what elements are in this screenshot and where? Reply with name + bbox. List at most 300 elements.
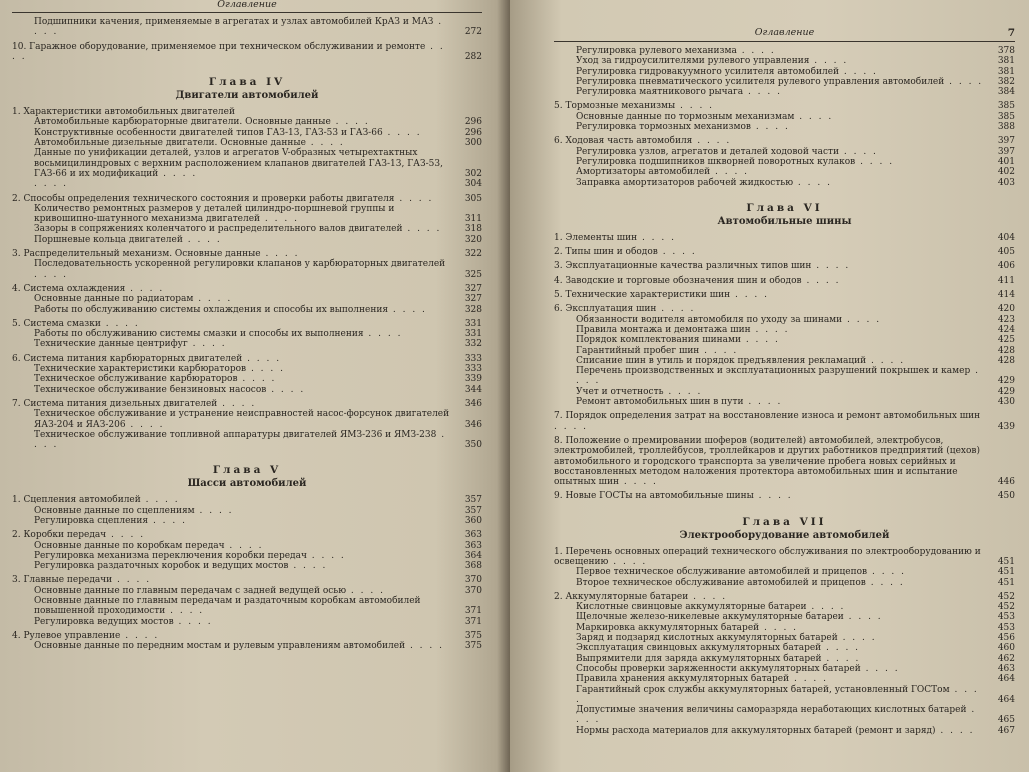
toc-chapters bbox=[12, 76, 482, 651]
chapter-title: Шасси автомобилей bbox=[187, 478, 307, 490]
dot-leader: . . . . bbox=[688, 591, 728, 602]
dot-leader: . . . . bbox=[363, 329, 403, 340]
dot-leader: . . . . bbox=[306, 550, 346, 561]
toc-subsection bbox=[12, 179, 482, 189]
toc-entry-title: Регулировка гидровакуумного усилителя автомобилей . . . . bbox=[576, 66, 878, 77]
toc-entry-title: 4. Заводские и торговые обозначения шин и ободов . . . . bbox=[554, 275, 841, 286]
toc-entry-page: 384 bbox=[997, 87, 1015, 98]
toc-entry-title: Эксплуатация свинцовых аккумуляторных батарей . . . . bbox=[576, 643, 861, 654]
toc-entry-title: Списание шин в утиль и порядок предъявления рекламаций . . . . bbox=[576, 355, 906, 366]
toc-entry-page: 370 bbox=[464, 575, 482, 586]
toc-entry-title: Техническое обслуживание карбюраторов . . . . bbox=[34, 374, 277, 385]
dot-leader: . . . . bbox=[743, 87, 782, 98]
toc-section bbox=[12, 194, 482, 204]
dot-leader: . . . . bbox=[193, 294, 233, 305]
dot-leader: . . . . bbox=[656, 304, 696, 315]
toc-section bbox=[554, 411, 1015, 432]
dot-leader: . . . . bbox=[34, 179, 69, 190]
toc-entry-title: 2. Коробки передач . . . . bbox=[12, 530, 146, 541]
toc-entry-title: Автомобильные дизельные двигатели. Основные данные . . . . bbox=[34, 138, 345, 149]
toc-subsection bbox=[554, 356, 1015, 366]
toc-entry-page: 424 bbox=[997, 324, 1015, 335]
toc-entry-page: 304 bbox=[464, 179, 482, 190]
dot-leader: . . . . bbox=[140, 495, 180, 506]
toc-entry-page: 322 bbox=[464, 249, 482, 260]
toc-entry-page: 346 bbox=[464, 419, 482, 430]
dot-leader: . . . . bbox=[34, 429, 447, 451]
toc-entry-title: Нормы расхода материалов для аккумуляторных батарей (ремонт и заряд) . . . . bbox=[576, 725, 975, 736]
toc-entry-title: Основные данные по тормозным механизмам . . . . bbox=[576, 111, 834, 122]
toc-subsection bbox=[12, 506, 482, 516]
toc-entry-title: 4. Система охлаждения . . . . bbox=[12, 283, 165, 294]
toc-subsection bbox=[12, 596, 482, 617]
toc-subsection bbox=[12, 561, 482, 571]
toc-entry-page: 464 bbox=[997, 694, 1015, 705]
toc-entry-title: 6. Ходовая часть автомобиля . . . . bbox=[554, 136, 732, 147]
dot-leader: . . . . bbox=[866, 355, 906, 366]
toc-entry-page: 429 bbox=[997, 376, 1015, 387]
toc-subsection bbox=[12, 235, 482, 245]
toc-subsection bbox=[12, 516, 482, 526]
toc-subsection bbox=[12, 364, 482, 374]
toc-entry-title: 5. Система смазки . . . . bbox=[12, 318, 140, 329]
dot-leader: . . . . bbox=[125, 419, 165, 430]
toc-entry-title: Работы по обслуживанию системы охлаждения и способы их выполнения . . . . bbox=[34, 304, 427, 315]
dot-leader: . . . . bbox=[173, 616, 213, 627]
toc-subsection bbox=[12, 138, 482, 148]
toc-entry-page: 425 bbox=[997, 335, 1015, 346]
toc-subsection bbox=[12, 551, 482, 561]
dot-leader: . . . . bbox=[637, 232, 676, 243]
toc-entry-page: 452 bbox=[997, 602, 1015, 613]
dot-leader: . . . . bbox=[260, 214, 299, 225]
toc-entry-title: 6. Эксплуатация шин . . . . bbox=[554, 304, 696, 315]
dot-leader: . . . . bbox=[750, 324, 790, 335]
toc-subsection bbox=[12, 617, 482, 627]
dot-leader: . . . . bbox=[554, 421, 589, 432]
toc-entry-title: Второе техническое обслуживание автомобилей и прицепов . . . . bbox=[576, 577, 905, 588]
toc-entry-title: Маркировка аккумуляторных батарей . . . . bbox=[576, 622, 799, 633]
dot-leader: . . . . bbox=[789, 674, 829, 685]
toc-section bbox=[12, 495, 482, 505]
toc-entry-page: 318 bbox=[464, 224, 482, 235]
toc-subsection bbox=[554, 633, 1015, 643]
toc-entry-title: 5. Тормозные механизмы . . . . bbox=[554, 101, 715, 112]
toc-section bbox=[554, 136, 1015, 146]
toc-subsection bbox=[12, 224, 482, 234]
toc-entry-title: Технические данные центрифуг . . . . bbox=[34, 339, 227, 350]
toc-section bbox=[12, 631, 482, 641]
dot-leader: . . . . bbox=[187, 339, 227, 350]
toc-entry-title: Гарантийный пробег шин . . . . bbox=[576, 345, 739, 356]
toc-subsection bbox=[554, 366, 1015, 387]
toc-subsection bbox=[554, 705, 1015, 726]
dot-leader: . . . . bbox=[811, 261, 851, 272]
toc-entry-title: Подшипники качения, применяемые в агрегатах и узлах автомобилей КрАЗ и МАЗ . . . . bbox=[34, 17, 444, 38]
toc-entry-page: 302 bbox=[464, 168, 482, 179]
toc-entry-title: Техническое обслуживание топливной аппаратуры двигателей ЯМЗ-236 и ЯМЗ-238 . . . . bbox=[34, 429, 447, 451]
toc-entry-page: 339 bbox=[464, 374, 482, 385]
chapter-label: Глава VII bbox=[742, 515, 827, 528]
toc-entry-title: 5. Технические характеристики шин . . . . bbox=[554, 290, 769, 301]
toc-section bbox=[554, 592, 1015, 602]
dot-leader: . . . . bbox=[692, 136, 732, 147]
toc-entry-page: 371 bbox=[464, 616, 482, 627]
dot-leader: . . . . bbox=[839, 66, 878, 77]
dot-leader: . . . . bbox=[34, 17, 444, 38]
dot-leader: . . . . bbox=[843, 612, 883, 623]
toc-entry-title: 2. Способы определения технического состояния и проверки работы двигателя . . . . bbox=[12, 193, 434, 204]
dot-leader: . . . . bbox=[699, 345, 739, 356]
toc-entry-page: 357 bbox=[464, 505, 482, 516]
toc-section bbox=[12, 575, 482, 585]
toc-entry-page: 439 bbox=[997, 421, 1015, 432]
toc-entry-page: 371 bbox=[464, 606, 482, 617]
chapter-entries bbox=[12, 107, 482, 450]
toc-entry-title: Регулировка тормозных механизмов . . . . bbox=[576, 122, 790, 133]
toc-entry-page: 397 bbox=[997, 136, 1015, 147]
toc-entry-title: Регулировка пневматического усилителя рулевого управления автомобилей . . . . bbox=[576, 76, 984, 87]
chapter-title: Двигатели автомобилей bbox=[175, 90, 319, 102]
toc-subsection bbox=[12, 641, 482, 651]
toc-entry-title: Технические характеристики карбюраторов . . . . bbox=[34, 364, 285, 375]
toc-subsection bbox=[12, 385, 482, 395]
toc-entry-page: 405 bbox=[997, 247, 1015, 258]
dot-leader: . . . . bbox=[120, 630, 160, 641]
toc-section bbox=[12, 319, 482, 329]
toc-entry-page: 428 bbox=[997, 345, 1015, 356]
dot-leader: . . . . bbox=[194, 505, 234, 516]
dot-leader: . . . . bbox=[288, 561, 328, 572]
dot-leader: . . . . bbox=[576, 705, 977, 726]
toc-entry-page: 305 bbox=[464, 193, 482, 204]
toc-entry-page: 328 bbox=[464, 304, 482, 315]
toc-subsection bbox=[554, 167, 1015, 177]
toc-entry-page: 429 bbox=[997, 386, 1015, 397]
dot-leader: . . . . bbox=[839, 146, 878, 157]
toc-entry-page: 331 bbox=[464, 329, 482, 340]
toc-entry-page: 364 bbox=[464, 550, 482, 561]
toc-subsection bbox=[12, 329, 482, 339]
toc-entry-page: 404 bbox=[997, 232, 1015, 243]
dot-leader: . . . . bbox=[402, 224, 442, 235]
chapter-title: Автомобильные шины bbox=[717, 215, 852, 227]
toc-entry-title: Выпрямители для заряда аккумуляторных батарей . . . . bbox=[576, 653, 861, 664]
toc-subsection bbox=[554, 112, 1015, 122]
toc-entry-page: 320 bbox=[464, 234, 482, 245]
toc-entry-title: Щелочные железо-никелевые аккумуляторные батареи . . . . bbox=[576, 612, 883, 623]
toc-entry-title: 7. Порядок определения затрат на восстановление износа и ремонт автомобильных шин . . . . bbox=[554, 411, 981, 432]
toc-entry-title: Основные данные по главным передачам с задней ведущей осью . . . . bbox=[34, 585, 385, 596]
toc-list bbox=[12, 17, 482, 62]
toc-entry-title: Конструктивные особенности двигателей типов ГАЗ-13, ГАЗ-53 и ГАЗ-66 . . . . bbox=[34, 127, 422, 138]
toc-entry-title: Допустимые значения величины саморазряда неработающих кислотных батарей . . . . bbox=[576, 705, 977, 726]
dot-leader: . . . . bbox=[675, 101, 715, 112]
chapter-entries bbox=[554, 233, 1015, 502]
dot-leader: . . . . bbox=[394, 193, 434, 204]
running-head: Оглавление 7 bbox=[554, 26, 1015, 42]
toc-subsection bbox=[12, 17, 482, 38]
toc-entry-page: 325 bbox=[464, 269, 482, 280]
chapter-label: Глава VI bbox=[746, 201, 823, 214]
toc-entry-page: 467 bbox=[997, 725, 1015, 736]
dot-leader: . . . . bbox=[608, 556, 648, 567]
dot-leader: . . . . bbox=[842, 314, 882, 325]
toc-entry-title: 3. Эксплуатационные качества различных типов шин . . . . bbox=[554, 261, 851, 272]
toc-section bbox=[554, 304, 1015, 314]
toc-entry-page: 357 bbox=[464, 495, 482, 506]
toc-entry-title: Работы по обслуживанию системы смазки и способы их выполнения . . . . bbox=[34, 329, 403, 340]
toc-section bbox=[554, 233, 1015, 243]
toc-subsection bbox=[554, 664, 1015, 674]
dot-leader: . . . . bbox=[663, 386, 703, 397]
toc-subsection bbox=[12, 294, 482, 304]
dot-leader: . . . . bbox=[710, 167, 750, 178]
chapter-label: Глава IV bbox=[208, 76, 286, 89]
toc-section bbox=[12, 284, 482, 294]
toc-entry-page: 327 bbox=[464, 283, 482, 294]
toc-entry-title: Основные данные по радиаторам . . . . bbox=[34, 294, 233, 305]
toc-entry-page: 381 bbox=[997, 56, 1015, 67]
toc-list bbox=[554, 46, 1015, 188]
toc-entry-page: 428 bbox=[997, 355, 1015, 366]
dot-leader: . . . . bbox=[346, 585, 385, 596]
toc-entry-title: Обязанности водителя автомобиля по уходу за шинами . . . . bbox=[576, 314, 882, 325]
toc-subsection bbox=[554, 602, 1015, 612]
toc-entry-title: 1. Перечень основных операций технического обслуживания по электрооборудованию и освещению . . . . bbox=[554, 546, 981, 567]
toc-entry-title: Амортизаторы автомобилей . . . . bbox=[576, 167, 750, 178]
toc-entry-title: 1. Элементы шин . . . . bbox=[554, 232, 676, 243]
left-page bbox=[0, 0, 512, 772]
toc-entry-title: Количество ремонтных размеров у деталей цилиндро-поршневой группы и кривошипно-шатунного механизма двигателей . . . . bbox=[34, 203, 395, 225]
toc-subsection bbox=[554, 567, 1015, 577]
dot-leader: . . . . bbox=[619, 477, 658, 488]
page-number: 7 bbox=[1007, 27, 1015, 39]
toc-entry-title: Основные данные по сцеплениям . . . . bbox=[34, 505, 234, 516]
toc-entry-title: Техническое обслуживание и устранение неисправностей насос-форсунок двигателей ЯАЗ-204 и ЯАЗ-206 . . . . bbox=[34, 409, 450, 430]
toc-entry-page: 378 bbox=[997, 46, 1015, 56]
toc-entry-page: 420 bbox=[997, 304, 1015, 315]
toc-entry-title: Последовательность ускоренной регулировки клапанов у карбюраторных двигателей . . . . bbox=[34, 259, 446, 280]
toc-subsection bbox=[554, 56, 1015, 66]
toc-entry-page: 368 bbox=[464, 561, 482, 572]
toc-entry-page: 452 bbox=[997, 591, 1015, 602]
toc-entry-page: 460 bbox=[997, 643, 1015, 654]
toc-entry-page: 423 bbox=[997, 314, 1015, 325]
toc-subsection bbox=[554, 346, 1015, 356]
dot-leader: . . . . bbox=[266, 384, 306, 395]
toc-entry-page: 453 bbox=[997, 622, 1015, 633]
toc-subsection bbox=[554, 578, 1015, 588]
toc-subsection bbox=[554, 77, 1015, 87]
dot-leader: . . . . bbox=[237, 374, 277, 385]
dot-leader: . . . . bbox=[158, 168, 198, 179]
toc-section bbox=[12, 249, 482, 259]
toc-entry-title: 3. Главные передачи . . . . bbox=[12, 575, 152, 586]
dot-leader: . . . . bbox=[388, 304, 427, 315]
dot-leader: . . . . bbox=[860, 663, 900, 674]
toc-entry-title: 10. Гаражное оборудование, применяемое при техническом обслуживании и ремонте . . . . bbox=[12, 41, 445, 62]
toc-entry-title: Регулировка узлов, агрегатов и деталей ходовой части . . . . bbox=[576, 146, 878, 157]
toc-subsection bbox=[554, 178, 1015, 188]
toc-entry-page: 346 bbox=[464, 398, 482, 409]
toc-section bbox=[554, 261, 1015, 271]
dot-leader: . . . . bbox=[246, 364, 285, 375]
toc-section bbox=[554, 101, 1015, 111]
toc-entry-page: 414 bbox=[997, 290, 1015, 301]
toc-entry-title: Перечень производственных и эксплуатационных разрушений покрышек и камер . . . . bbox=[576, 366, 980, 387]
toc-section bbox=[12, 107, 482, 117]
dot-leader: . . . . bbox=[867, 567, 906, 578]
toc-subsection bbox=[12, 339, 482, 349]
dot-leader: . . . . bbox=[837, 633, 877, 644]
toc-entry-page: 401 bbox=[997, 156, 1015, 167]
toc-subsection bbox=[554, 122, 1015, 132]
toc-entry-page: 296 bbox=[464, 117, 482, 128]
toc-entry-title: 3. Распределительный механизм. Основные данные . . . . bbox=[12, 249, 300, 260]
toc-subsection bbox=[554, 612, 1015, 622]
toc-section bbox=[554, 276, 1015, 286]
toc-entry-title: 2. Аккумуляторные батареи . . . . bbox=[554, 591, 728, 602]
dot-leader: . . . . bbox=[34, 269, 69, 280]
toc-entry-page: 406 bbox=[997, 261, 1015, 272]
toc-section bbox=[554, 290, 1015, 300]
toc-entry-title bbox=[34, 179, 452, 189]
dot-leader: . . . . bbox=[821, 653, 861, 664]
toc-subsection bbox=[554, 674, 1015, 684]
toc-entry-page: 465 bbox=[997, 715, 1015, 726]
toc-entry-page: 388 bbox=[997, 122, 1015, 133]
toc-entry-title: Учет и отчетность . . . . bbox=[576, 386, 703, 397]
toc-entry-title: Основные данные по главным передачам и раздаточным коробкам автомобилей повышенной проходимости . . . . bbox=[34, 596, 421, 617]
dot-leader: . . . . bbox=[935, 725, 975, 736]
toc-entry-page: 462 bbox=[997, 653, 1015, 664]
toc-entry-page: 375 bbox=[464, 630, 482, 641]
dot-leader: . . . . bbox=[730, 290, 769, 301]
toc-subsection bbox=[554, 397, 1015, 407]
toc-entry-page: 331 bbox=[464, 318, 482, 329]
toc-chapters bbox=[554, 202, 1015, 736]
toc-subsection bbox=[12, 204, 482, 225]
toc-entry-page: 464 bbox=[997, 674, 1015, 685]
toc-entry-title: Регулировка ведущих мостов . . . . bbox=[34, 616, 213, 627]
toc-subsection bbox=[554, 335, 1015, 345]
toc-entry-title: Регулировка маятникового рычага . . . . bbox=[576, 87, 782, 98]
chapter-entries bbox=[12, 495, 482, 651]
toc-entry-title: Регулировка рулевого механизма . . . . bbox=[576, 46, 776, 56]
toc-section bbox=[12, 354, 482, 364]
toc-entry-page: 451 bbox=[997, 556, 1015, 567]
toc-subsection bbox=[554, 67, 1015, 77]
toc-entry-page: 272 bbox=[464, 27, 482, 38]
toc-entry-title: Заряд и подзаряд кислотных аккумуляторных батарей . . . . bbox=[576, 633, 877, 644]
dot-leader: . . . . bbox=[405, 641, 444, 652]
dot-leader: . . . . bbox=[242, 353, 282, 364]
dot-leader: . . . . bbox=[12, 41, 445, 62]
dot-leader: . . . . bbox=[182, 234, 222, 245]
toc-entry-page: 463 bbox=[997, 663, 1015, 674]
toc-section bbox=[12, 530, 482, 540]
toc-subsection bbox=[554, 387, 1015, 397]
toc-entry-page: 411 bbox=[997, 275, 1015, 286]
toc-entry-page: 375 bbox=[464, 641, 482, 652]
toc-entry-page: 446 bbox=[997, 477, 1015, 488]
toc-entry-page: 370 bbox=[464, 585, 482, 596]
dot-leader: . . . . bbox=[740, 335, 780, 346]
toc-section bbox=[554, 436, 1015, 487]
toc-entry-title: Порядок комплектования шинами . . . . bbox=[576, 335, 780, 346]
toc-entry-title: Регулировка подшипников шкворней поворотных кулаков . . . . bbox=[576, 156, 895, 167]
dot-leader: . . . . bbox=[743, 397, 783, 408]
toc-section bbox=[554, 547, 1015, 568]
toc-entry-page: 350 bbox=[464, 440, 482, 451]
toc-entry-title: 6. Система питания карбюраторных двигателей . . . . bbox=[12, 353, 282, 364]
toc-subsection bbox=[12, 128, 482, 138]
toc-entry-page: 450 bbox=[997, 491, 1015, 502]
toc-subsection bbox=[554, 46, 1015, 56]
toc-entry-title: 1. Характеристики автомобильных двигателей bbox=[12, 107, 235, 118]
dot-leader: . . . . bbox=[657, 247, 697, 258]
toc-entry-title: Заправка амортизаторов рабочей жидкостью . . . . bbox=[576, 177, 832, 188]
toc-subsection bbox=[12, 259, 482, 280]
chapter-title: Электрооборудование автомобилей bbox=[679, 529, 890, 541]
toc-subsection bbox=[554, 654, 1015, 664]
toc-entry-page: 385 bbox=[997, 111, 1015, 122]
toc-entry-page: 296 bbox=[464, 127, 482, 138]
toc-entry-page: 333 bbox=[464, 364, 482, 375]
toc-entry-page: 332 bbox=[464, 339, 482, 350]
toc-entry-page: 311 bbox=[464, 214, 482, 225]
toc-entry-title: Правила монтажа и демонтажа шин . . . . bbox=[576, 324, 790, 335]
toc-entry-page: 451 bbox=[997, 567, 1015, 578]
dot-leader: . . . . bbox=[821, 643, 861, 654]
toc-entry-page: 360 bbox=[464, 515, 482, 526]
toc-entry-title: Поршневые кольца двигателей . . . . bbox=[34, 234, 222, 245]
dot-leader: . . . . bbox=[759, 622, 799, 633]
toc-entry-title: Зазоры в сопряжениях коленчатого и распределительного валов двигателей . . . . bbox=[34, 224, 442, 235]
toc-subsection bbox=[554, 315, 1015, 325]
toc-entry-page: 344 bbox=[464, 384, 482, 395]
toc-entry-page: 385 bbox=[997, 101, 1015, 112]
toc-subsection bbox=[12, 374, 482, 384]
toc-entry-title: Правила хранения аккумуляторных батарей . . . . bbox=[576, 674, 829, 685]
toc-entry-page: 456 bbox=[997, 633, 1015, 644]
toc-subsection bbox=[12, 305, 482, 315]
toc-entry-title: Способы проверки заряженности аккумуляторных батарей . . . . bbox=[576, 663, 900, 674]
toc-subsection bbox=[12, 117, 482, 127]
dot-leader: . . . . bbox=[576, 366, 980, 387]
toc-subsection bbox=[12, 430, 482, 451]
toc-entry-page: 403 bbox=[997, 177, 1015, 188]
toc-entry-page: 453 bbox=[997, 612, 1015, 623]
chapter-entries bbox=[554, 547, 1015, 736]
toc-subsection bbox=[554, 325, 1015, 335]
toc-entry-page: 397 bbox=[997, 146, 1015, 157]
toc-subsection bbox=[12, 586, 482, 596]
dot-leader: . . . . bbox=[753, 491, 793, 502]
dot-leader: . . . . bbox=[855, 156, 895, 167]
toc-entry-page: 282 bbox=[464, 51, 482, 62]
dot-leader: . . . . bbox=[794, 111, 834, 122]
toc-entry-title: 9. Новые ГОСТы на автомобильные шины . . . . bbox=[554, 491, 793, 502]
toc-entry-title: 1. Сцепления автомобилей . . . . bbox=[12, 495, 180, 506]
toc-entry-title: Регулировка раздаточных коробок и ведущих мостов . . . . bbox=[34, 561, 328, 572]
dot-leader: . . . . bbox=[806, 602, 846, 613]
toc-subsection bbox=[554, 623, 1015, 633]
toc-entry-title: 2. Типы шин и ободов . . . . bbox=[554, 247, 697, 258]
dot-leader: . . . . bbox=[382, 127, 422, 138]
dot-leader: . . . . bbox=[217, 398, 257, 409]
